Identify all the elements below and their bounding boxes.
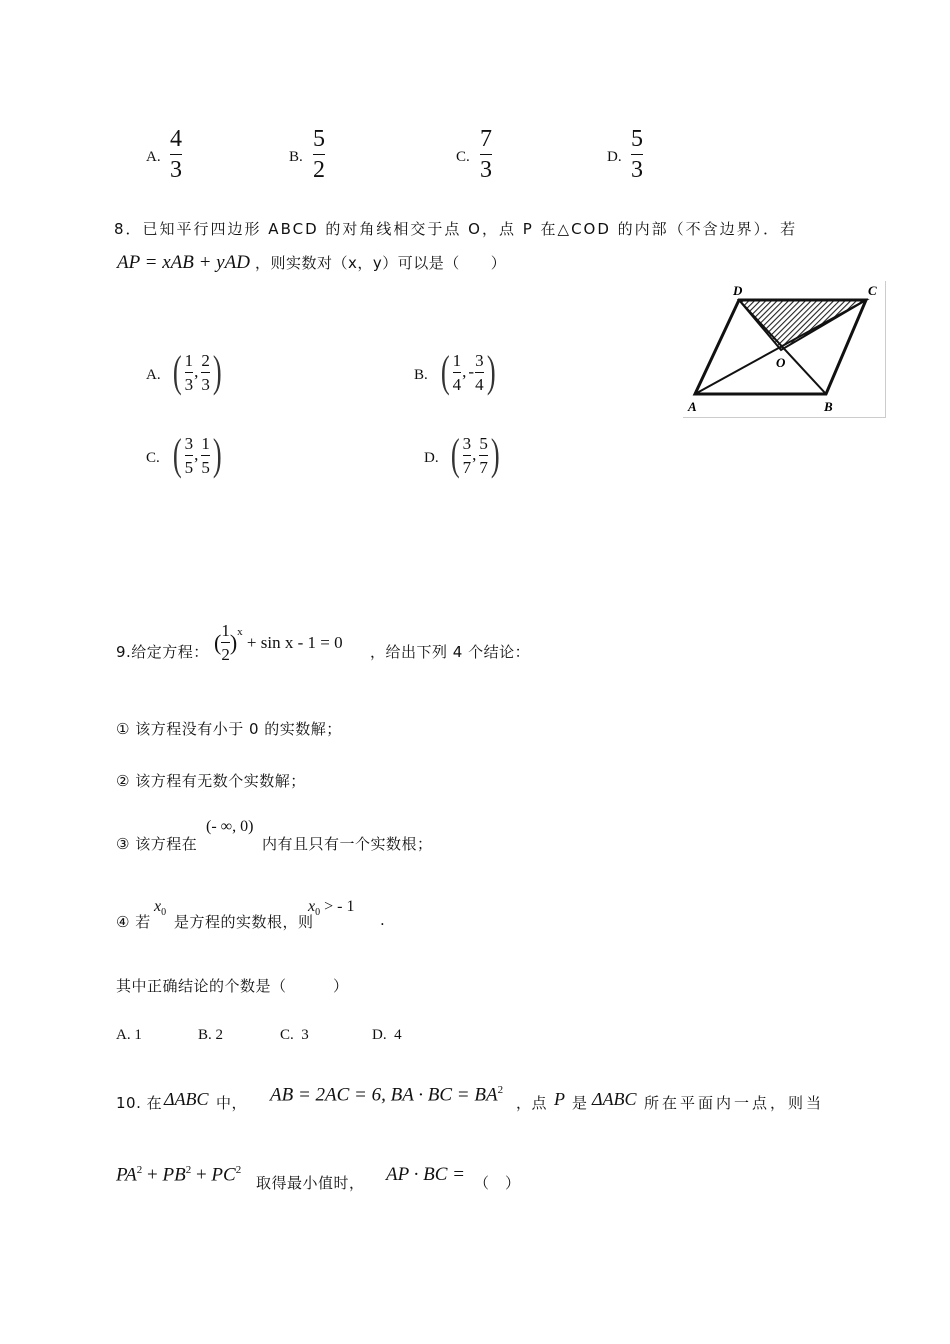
q9-choice-b: B. 2: [198, 1027, 224, 1043]
parallelogram-diagram: [683, 281, 885, 417]
numerator: 4: [170, 126, 182, 152]
point-label-c: C: [868, 283, 877, 298]
option-label: A.: [146, 367, 161, 383]
fraction: $\frac{3}{5}$: [184, 433, 194, 477]
denominator: 2: [313, 157, 325, 183]
fraction: $\frac{1}{2}$: [221, 621, 230, 664]
option-label: B.: [289, 149, 303, 165]
numerator: 5: [631, 126, 643, 152]
q10-sum-of-squares: $PA^2 + PB^2 + PC^2$: [116, 1164, 242, 1186]
denominator: 3: [631, 157, 643, 183]
q9-statement-1: ① 该方程没有小于 0 的实数解；: [116, 720, 342, 738]
q9-statement-2: ② 该方程有无数个实数解；: [116, 772, 306, 790]
q9-choice-c: C. 3: [280, 1027, 309, 1043]
point-label-a: A: [688, 399, 697, 414]
ordered-pair: ( $\frac{3}{5}$ , $\frac{1}{5}$ ): [172, 430, 222, 479]
q9-choice-d: D. 4: [372, 1027, 402, 1043]
fraction: $\frac{3}{7}$: [462, 433, 472, 477]
fraction: $\frac{3}{4}$: [475, 350, 484, 394]
denominator: 3: [170, 157, 182, 183]
option-label: C.: [146, 450, 160, 466]
ordered-pair: ( $\frac{1}{4}$ , - $\frac{3}{4}$ ): [440, 347, 496, 396]
q9-equation: ( $\frac{1}{2}$ ) $^x$ + sin x - 1 = 0: [214, 621, 343, 664]
q9-prefix: 9.给定方程：: [116, 643, 209, 661]
x0-var: $x_0$: [154, 898, 167, 919]
parallelogram-figure: [683, 281, 886, 418]
fraction: $\frac{1}{3}$: [184, 350, 194, 394]
x0-inequality: $x_0$ > - 1: [308, 898, 355, 919]
fraction: [170, 127, 182, 182]
fraction: [480, 127, 492, 182]
point-label-b: B: [824, 399, 833, 414]
denominator: 3: [480, 157, 492, 183]
vector-equation: AP = xAB + yAD: [117, 252, 250, 273]
fraction: $\frac{1}{5}$: [201, 433, 210, 477]
option-label: C.: [456, 149, 470, 165]
q10-line2: $PA^2 + PB^2 + PC^2$ 取得最小值时， AP · BC = （ ）: [116, 1164, 521, 1192]
fraction: $\frac{5}{7}$: [479, 433, 488, 477]
q8-stem-line2: [117, 252, 506, 274]
q7-options: [146, 127, 666, 189]
fraction: $\frac{1}{4}$: [452, 350, 462, 394]
point-label-d: D: [733, 283, 743, 298]
q9-choice-a: A. 1: [116, 1027, 142, 1043]
numerator: 5: [313, 126, 325, 152]
option-label: B.: [414, 367, 428, 383]
q10-condition: AB = 2AC = 6, BA · BC = $BA^2$: [270, 1084, 504, 1106]
q8-stem-line1: 8．已知平行四边形 ABCD 的对角线相交于点 O，点 P 在△COD 的内部（不含边界）．若: [114, 220, 798, 238]
numerator: 7: [480, 126, 492, 152]
fraction: [631, 127, 643, 182]
option-label: D.: [424, 450, 439, 466]
option-label: D.: [607, 149, 622, 165]
fraction: $\frac{2}{3}$: [201, 350, 210, 394]
q9-ask: 其中正确结论的个数是（ ）: [116, 977, 349, 995]
ordered-pair: ( $\frac{1}{3}$ , $\frac{2}{3}$ ): [172, 347, 222, 396]
q9-suffix: ，给出下列 4 个结论：: [370, 643, 531, 661]
q10-line1: 10. 在 ΔABC 中， AB = 2AC = 6, BA · BC = $BA^2$ ，点 P 是 ΔABC 所在平面内一点，则当: [116, 1084, 825, 1112]
ordered-pair: ( $\frac{3}{7}$ , $\frac{5}{7}$ ): [450, 430, 500, 479]
q8-stem-text: ，则实数对（x，y）可以是（ ）: [255, 254, 507, 272]
fraction: [313, 127, 325, 182]
interval: (- ∞, 0): [206, 818, 254, 835]
option-label: A.: [146, 149, 161, 165]
point-label-o: O: [776, 355, 786, 370]
